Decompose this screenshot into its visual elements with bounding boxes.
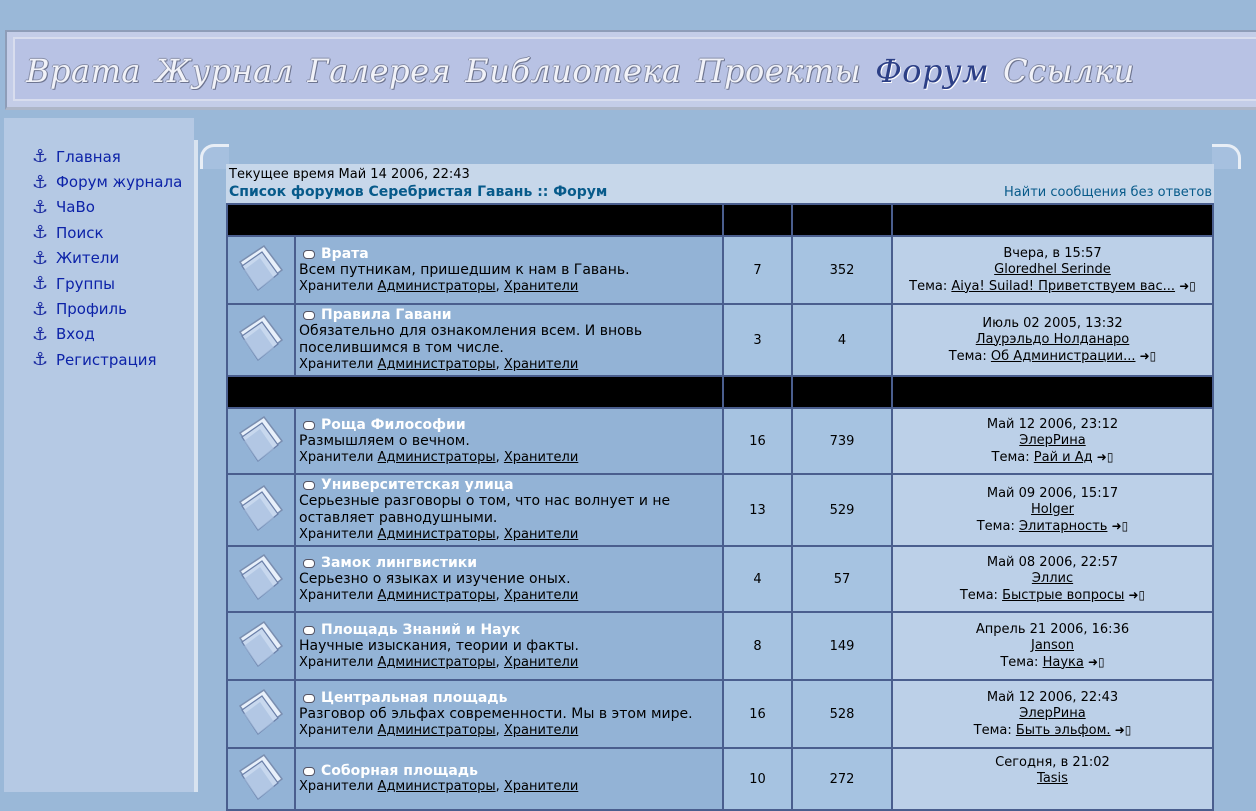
sidebar-divider [194,140,198,792]
last-post-author[interactable]: Эллис [1031,570,1074,586]
anchor-icon: ⚓ [32,171,49,193]
forum-row [227,236,1213,304]
post-count: 272 [792,748,892,810]
breadcrumb[interactable]: Список форумов Серебристая Гавань :: Форум [229,184,608,200]
last-post-topic[interactable]: Элитарность [1018,518,1108,534]
nav-library[interactable]: Библиотека [465,52,682,90]
last-post-author[interactable]: Tasis [1037,770,1068,786]
sidebar-item-groups[interactable]: ⚓ Группы [32,273,116,295]
anchor-icon: ⚓ [32,196,49,218]
goto-post-icon[interactable]: ➜▯ [1179,278,1196,293]
forum-name[interactable]: Роща Философии [321,416,466,433]
sidebar-item-login[interactable]: ⚓ Вход [32,323,95,345]
forum-info [295,474,723,546]
forum-bullet-icon [303,767,315,776]
forum-description: Размышляем о вечном. [299,432,470,449]
mod-group-keepers[interactable]: Хранители [503,587,579,603]
mod-group-keepers[interactable]: Хранители [503,278,579,294]
last-post-author[interactable]: ЭлерРина [1019,432,1086,448]
mod-group-admins[interactable]: Администраторы [377,779,496,794]
forum-moderators: Хранители Администраторы, Хранители [299,779,579,794]
forum-info [295,612,723,680]
last-post-time: Май 12 2006, 22:43 [986,689,1119,705]
nav-forum[interactable]: Форум [875,52,990,90]
post-count: 352 [792,236,892,304]
anchor-icon: ⚓ [32,222,49,244]
forum-moderators: Хранители Администраторы, Хранители [299,357,579,372]
last-post-time: Июль 02 2005, 13:32 [982,315,1123,331]
topic-count: 8 [723,612,792,680]
unanswered-link[interactable]: Найти сообщения без ответов [1004,185,1212,200]
last-post-time: Май 12 2006, 23:12 [986,416,1119,432]
anchor-icon: ⚓ [32,298,49,320]
forum-description: Серьезно о языках и изучение оных. [299,570,571,587]
forum-icon-cell [227,236,295,304]
forum-row [227,474,1213,546]
forum-bullet-icon [303,626,315,635]
mod-group-admins[interactable]: Администраторы [377,449,496,465]
sidebar-item-members[interactable]: ⚓ Жители [32,247,120,269]
mod-group-admins[interactable]: Администраторы [377,527,496,542]
last-post-author[interactable]: Лаурэльдо Нолданаро [975,331,1130,347]
sidebar-item-register[interactable]: ⚓ Регистрация [32,349,157,371]
forum-moderators: Хранители Администраторы, Хранители [299,722,579,738]
last-post: Апрель 21 2006, 16:36 Janson Тема: Наука ➜▯ [892,612,1213,680]
anchor-icon: ⚓ [32,323,49,345]
topic-count: 10 [723,748,792,810]
forum-moderators: Хранители Администраторы, Хранители [299,278,579,294]
last-post: Июль 02 2005, 13:32 Лаурэльдо Нолданаро Тема: Об Администрации... ➜▯ [892,304,1213,376]
nav-vrata[interactable]: Врата [26,52,141,90]
frame-corner-left [200,144,229,169]
nav-gallery[interactable]: Галерея [307,52,452,90]
topic-count: 13 [723,474,792,546]
post-count: 529 [792,474,892,546]
last-post: Май 08 2006, 22:57 Эллис Тема: Быстрые вопросы ➜▯ [892,546,1213,612]
forum-icon-cell [227,748,295,810]
forum-info [295,546,723,612]
last-post: Вчера, в 15:57 Gloredhel Serinde Тема: Aiya! Suilad! Приветствуем вас... ➜▯ [892,236,1213,304]
post-count: 4 [792,304,892,376]
mod-group-keepers[interactable]: Хранители [503,357,579,372]
forum-moderators: Хранители Администраторы, Хранители [299,587,579,603]
forum-folder-icon [234,310,288,366]
category-header [227,376,1213,408]
last-post [892,748,1213,810]
forum-folder-icon [234,480,288,536]
forum-info [295,236,723,304]
forum-table [226,203,1214,811]
last-post-topic[interactable]: Рай и Ад [1033,449,1093,465]
forum-icon-cell [227,680,295,748]
forum-bullet-icon [303,250,315,259]
forum-description: Разговор об эльфах современности. Мы в этом мире. [299,705,693,722]
forum-moderators: Хранители Администраторы, Хранители [299,654,579,670]
sidebar-item-search[interactable]: ⚓ Поиск [32,222,104,244]
mod-group-keepers[interactable]: Хранители [503,527,579,542]
forum-icon-cell [227,408,295,474]
topic-count: 16 [723,680,792,748]
last-post-topic[interactable]: Aiya! Suilad! Приветствуем вас... [951,278,1176,294]
forum-bullet-icon [303,559,315,568]
forum-icon-cell [227,474,295,546]
forum-row [227,612,1213,680]
mod-group-admins[interactable]: Администраторы [377,357,496,372]
goto-post-icon[interactable]: ➜▯ [1114,722,1132,737]
forum-row [227,304,1213,376]
forum-row [227,408,1213,474]
topic-count: 7 [723,236,792,304]
last-post-topic[interactable]: Быть эльфом. [1015,722,1111,738]
last-post-topic[interactable]: Об Администрации... [990,348,1136,364]
last-post-author[interactable]: Janson [1030,637,1074,653]
goto-post-icon[interactable]: ➜▯ [1087,654,1105,669]
category-header [227,204,1213,236]
last-post-time: Сегодня, в 21:02 [995,754,1110,770]
mod-group-keepers[interactable]: Хранители [503,449,579,465]
forum-name[interactable]: Соборная площадь [321,763,478,779]
last-post-author[interactable]: Gloredhel Serinde [994,261,1111,277]
nav-journal[interactable]: Журнал [155,52,294,90]
last-post: Май 12 2006, 23:12 ЭлерРина Тема: Рай и Ад ➜▯ [892,408,1213,474]
mod-group-keepers[interactable]: Хранители [503,722,579,738]
nav-links[interactable]: Ссылки [1003,52,1135,90]
forum-folder-icon [234,749,288,805]
forum-bullet-icon [303,311,315,320]
forum-folder-icon [234,684,288,740]
forum-moderators: Хранители Администраторы, Хранители [299,527,579,542]
last-post-topic[interactable]: Быстрые вопросы [1002,587,1125,603]
frame-corner-right [1212,144,1241,169]
forum-description: Серьезные разговоры о том, что нас волнует и не оставляет равнодушными. [299,493,671,526]
forum-description: Научные изыскания, теории и факты. [299,637,579,654]
forum-description: Обязательно для ознакомления всем. И вновь поселившимся в том числе. [299,323,643,356]
forum-info [295,408,723,474]
forum-row [227,748,1213,810]
sidebar-item-home[interactable]: ⚓ Главная [32,146,121,168]
forum-icon-cell [227,612,295,680]
mod-group-keepers[interactable]: Хранители [503,779,579,794]
goto-post-icon[interactable]: ➜▯ [1128,587,1146,602]
forum-name[interactable]: Центральная площадь [321,689,508,706]
goto-post-icon[interactable]: ➜▯ [1139,348,1157,363]
forum-info [295,748,723,810]
forum-name[interactable]: Правила Гавани [321,307,452,323]
last-post-time: Май 09 2006, 15:17 [986,485,1119,501]
anchor-icon: ⚓ [32,247,49,269]
mod-group-admins[interactable]: Администраторы [377,654,496,670]
mod-group-admins[interactable]: Администраторы [377,722,496,738]
mod-group-keepers[interactable]: Хранители [503,654,579,670]
post-count: 57 [792,546,892,612]
mod-group-admins[interactable]: Администраторы [377,278,496,294]
forum-moderators: Хранители Администраторы, Хранители [299,449,579,465]
forum-row [227,680,1213,748]
post-count: 739 [792,408,892,474]
forum-icon-cell [227,546,295,612]
nav-projects[interactable]: Проекты [695,52,862,90]
topic-count: 16 [723,408,792,474]
forum-folder-icon [234,549,288,605]
forum-row [227,546,1213,612]
last-post: Май 12 2006, 22:43 ЭлерРина Тема: Быть эльфом. ➜▯ [892,680,1213,748]
last-post-time: Апрель 21 2006, 16:36 [975,621,1130,637]
topic-count: 3 [723,304,792,376]
forum-folder-icon [234,240,288,296]
sidebar-item-journal-forum[interactable]: ⚓ Форум журнала [32,171,183,193]
anchor-icon: ⚓ [32,273,49,295]
top-strip [0,0,1256,28]
last-post-author[interactable]: Holger [1031,501,1074,517]
main-nav [26,52,1149,90]
forum-bullet-icon [303,481,315,490]
topic-count: 4 [723,546,792,612]
forum-bullet-icon [303,421,315,430]
forum-name[interactable]: Площадь Знаний и Наук [321,621,521,638]
forum-icon-cell [227,304,295,376]
goto-post-icon[interactable]: ➜▯ [1096,449,1114,464]
forum-folder-icon [234,616,288,672]
forum-name[interactable]: Врата [321,245,369,262]
goto-post-icon[interactable]: ➜▯ [1111,518,1129,533]
forum-info [295,304,723,376]
anchor-icon: ⚓ [32,349,49,371]
last-post: Май 09 2006, 15:17 Holger Тема: Элитарность ➜▯ [892,474,1213,546]
post-count: 149 [792,612,892,680]
forum-description: Всем путникам, пришедшим к нам в Гавань. [299,261,630,278]
mod-group-admins[interactable]: Администраторы [377,587,496,603]
sidebar-item-faq[interactable]: ⚓ ЧаВо [32,196,95,218]
sidebar-menu [32,144,182,373]
last-post-topic[interactable]: Наука [1042,654,1084,670]
anchor-icon: ⚓ [32,146,49,168]
forum-bullet-icon [303,694,315,703]
current-time: Текущее время Май 14 2006, 22:43 [229,167,470,182]
forum-folder-icon [234,411,288,467]
forum-info [295,680,723,748]
sidebar-item-profile[interactable]: ⚓ Профиль [32,298,127,320]
last-post-time: Май 08 2006, 22:57 [986,554,1119,570]
forum-name[interactable]: Университетская улица [321,477,514,493]
forum-name[interactable]: Замок лингвистики [321,554,478,571]
last-post-time: Вчера, в 15:57 [1003,245,1102,261]
last-post-author[interactable]: ЭлерРина [1019,705,1086,721]
post-count: 528 [792,680,892,748]
